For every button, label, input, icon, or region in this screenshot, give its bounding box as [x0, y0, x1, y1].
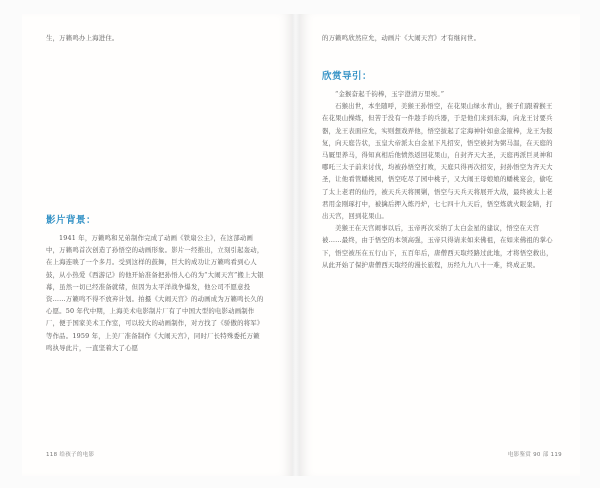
right-page [300, 14, 580, 476]
right-top-text [322, 32, 552, 44]
right-paragraph: “金猴奋起千钧棒，玉宇澄清万里埃。” [335, 90, 445, 98]
section-heading-background: 影片背景： [46, 215, 97, 226]
right-footer: 电影鉴赏 90 部 119 [507, 452, 562, 458]
left-paragraph: 生，万籁鸣办上海进住。 [46, 34, 119, 42]
right-guide-text [322, 88, 554, 271]
left-intro-text [46, 32, 266, 44]
left-footer: 118 给孩子的电影 [46, 452, 95, 458]
book-gutter [292, 14, 300, 476]
left-page [22, 14, 292, 476]
left-background-text [46, 232, 266, 354]
right-paragraph: 石猴出世，本坐随呼，美猴王孙悟空，在花果山绿水青山，猴子们跟着猴王在花果山操练，但苦于没有一件趁手的兵器，于是他们来到东海，向龙王讨要兵器，龙王表面应允，实则想戏弄他，悟空拔起了定海神针如意金箍棒，龙王为报复，向天庭告状，玉皇大帝派太白金星下凡招安，悟空被封为弼马温，在天庭的马厩里养马，得知真相后他愤然返回花果山，自封齐天大圣，天庭再派巨灵神和哪吒三太子前来讨伐，均被孙悟空打败，天庭只得再次招安，封孙悟空为齐天大圣，让他看管蟠桃园，悟空吃尽了园中桃子，又大闹王母娘娘的蟠桃宴会，偷吃了太上老君的仙丹，被天兵天将围剿，悟空与天兵天将展开大战，最终被太上老君用金刚琢打中，被擒后押入炼丹炉，七七四十九天后，悟空炼就火眼金睛，打出天宫，回到花果山。 [322, 102, 553, 221]
right-paragraph: 美猴王在天宫闹事以后，玉帝再次采纳了太白金星的建议，悟空在天宫被……最终，由于悟空的本领高强，玉帝只得请来如来佛祖，在如来佛祖的掌心下，悟空被压在五行山下，五百年后，唐僧西天取经路过此地，才将悟空救出，从此开始了保护唐僧西天取经的漫长旅程，历经九九八十一难，终成正果。 [322, 224, 553, 269]
section-heading-guide: 欣赏导引： [322, 71, 373, 82]
left-paragraph: 1941 年，万籁鸣和兄弟制作完成了动画《铁扇公主》，在这部动画中，万籁鸣首次创造了孙悟空的动画形象。影片一经推出，立刻引起轰动，在上海连映了一个多月。受到这样的鼓舞，巨大的成功让万籁鸣看到心人鼓，从小热爱《西游记》的他开始准备把孙悟人心的为“大闹天宫”搬上大银幕，虽然一切已经准备就绪，但因为太平洋战争爆发，他公司不愿意投资……万籁鸣不得不放弃计划。拍摄《大闹天宫》的动画成为万籁鸣长久的心愿。50 年代中期，上海美术电影制片厂有了中国大型的电影动画制作厂，便于国家美术工作室，可以较大的动画制作，对方找了《骄傲的将军》等作品。1959 年，上美厂准备制作《大闹天宫》，同时厂长特殊委托万籁鸣执导此片，一直坚着大了心愿 [46, 234, 264, 352]
right-paragraph: 的万籁鸣欣然应允，动画片《大闹天宫》才有继问世。 [322, 34, 481, 42]
